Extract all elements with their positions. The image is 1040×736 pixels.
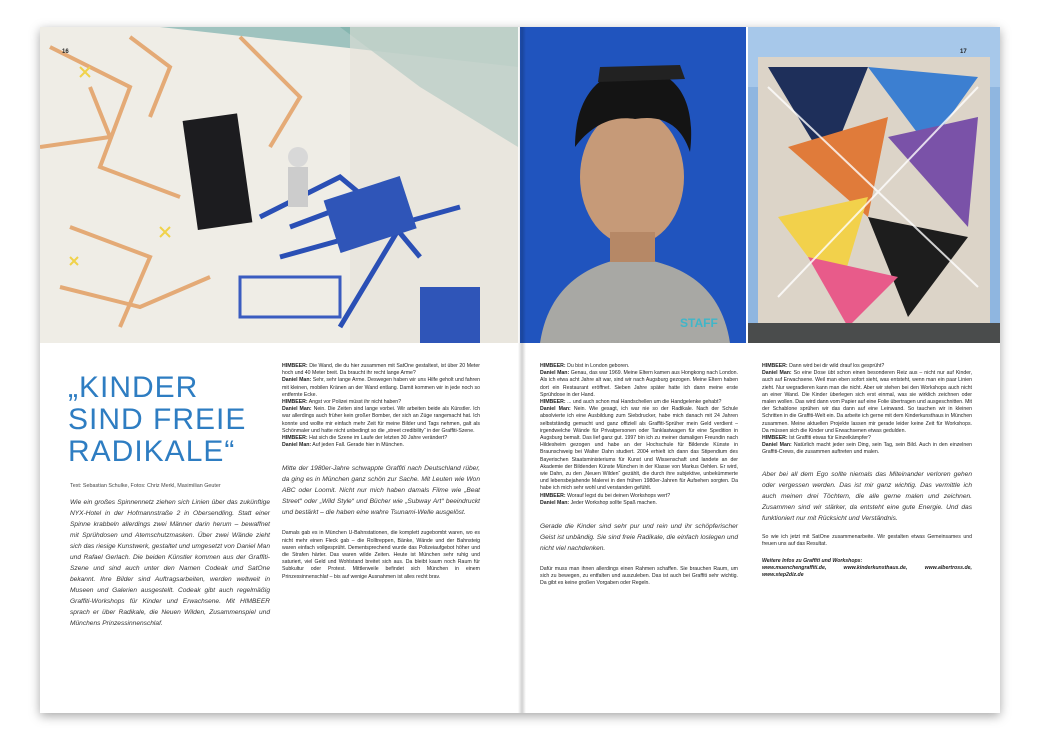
interview-column-2: HIMBEER: Die Wand, die du hier zusammen mit SatOne gestaltest, ist über 20 Meter hoch und 40 Meter breit. Da braucht ihr recht lange Arme? Daniel Man: Sehr, sehr lange Arme. Deswegen haben wir uns Hilfe geholt und fahren mit kleinen, mobilen Kränen an der Wand entlang. Damit kommen wir in jede noch so entfernte Ecke. HIMBEER: Angst vor Polizei müsst ihr nicht haben? Daniel Man: Nein. Die Zeiten sind lange vorbei. Wir arbeiten beide als Künstler. Ich war allerdings auch früher kein großer Bomber, der sich an Züge rangemacht hat. Ich konnte und wollte mir einfach mehr Zeit für meine Bilder und Tags nehmen, galt als Schönmaler und hatte nicht unbedingt so die „street credibility“ in der Graffiti-Szene. HIMBEER: Hat sich die Szene im Laufe der letzten 30 Jahre verändert? Daniel Man: Auf jeden Fall. Gerade hier in München. Mitte der 1980er-Jahre schwappte Graffiti nach Deutschland rüber, da ging es in München ganz schön zur Sache. Mit Leuten wie Won ABC oder Loomit. Nicht nur mich haben damals Filme wie „Beat Street“ oder „Wild Style“ und Bücher wie „Subway Art“ beeindruckt und bestärkt – die haben eine wahre Tsunami-Welle ausgelöst. Damals gab es in München U-Bahnstationen, die komplett zugebombt waren, wo es nicht mehr einen Fleck gab – die Rolltreppen, Bänke, Wände und der Bahnsteig waren einfach vollgesprüht. Dementsprechend wurde das Polizeiaufgebot höher und die Strafen härter. Das waren wilde Zeiten. Heute ist München sehr ruhig und saturiert, viel Geld und Wohlstand breitet sich aus. Da bleibt kaum noch Raum für Subkultur oder Protest. Mittlerweile befindet sich München in einem Prinzessinnenschlaf – bis auf wenige Ausnahmen ist alles recht brav. (282, 363, 480, 580)
interview-column-3: HIMBEER: Du bist in London geboren. Daniel Man: Genau, das war 1969. Meine Eltern kamen aus Hongkong nach London. Als ich etwa acht Jahre alt war, sind wir nach Augsburg gezogen. Meine Eltern haben dort ein Restaurant eröffnet. Sieben Jahre später hatte ich dann meine erste Sprühdose in der Hand. HIMBEER: ... und auch schon mal Handschellen um die Handgelenke gehabt? Daniel Man: Nein. Wie gesagt, ich war nie so der Radikale. Nach der Schule absolvierte ich eine Ausbildung zum Siebdrucker, habe mich danach mit 24 Jahren selbstständig gemacht und ganz offiziell als Graffiti-Sprüher mein Geld verdient – irgendwelche Wände für Privatpersonen oder Tanklastwagen für eine Spedition in Augsburg bemalt. Das lief ganz gut. 1997 bin ich zu meiner damaligen Freundin nach Hildesheim gezogen und habe an der Hochschule für Bildende Künste in Braunschweig bei Walter Dahn studiert. 2004 erhielt ich dann das Stipendium des Bayerischen Staatsministeriums für Kunst und Wissenschaft und landete an der Akademie der Bildenden Künste München in der Klasse von Markus Oehlen. Er wird, wie Dahn, zu den „Neuen Wilden“ gezählt, die durch ihre subjektive, unbekümmerte und lebensbejahende Malerei in den frühen 1980er-Jahren für Aufsehen sorgten. Da habe ich mich sehr wohl und verstanden gefühlt. HIMBEER: Worauf legst du bei deinen Workshops wert? Daniel Man: Jeder Workshop sollte Spaß machen. Gerade die Kinder sind sehr pur und rein und ihr schöpferischer Geist ist unbändig. Sie sind freie Radikale, die einfach loslegen und nicht viel nachdenken. Dafür muss man ihnen allerdings einen Rahmen schaffen. Sie brauchen Raum, um sich zu bewegen, zu entfalten und auszuleben. Das ist auch bei Graffiti sehr wichtig. Da gibt es keine großen Vorgaben oder Regeln. (540, 363, 738, 587)
interview-column-4: HIMBEER: Dann wird bei dir wild drauf los gesprüht? Daniel Man: So eine Dose übt schon einen besonderen Reiz aus – nicht nur auf Kinder, auch auf Erwachsene. Weil man eben sofort sieht, was entsteht, wenn man ein paar Linien zieht. Nur wegradieren kann man die nicht. Aber wir stehen bei den Workshops auch nicht an einer Wand. Die Kinder überlegen sich erst einmal, was sie wirklich zeichnen oder malen wollen. Das wird dann vom Papier auf eine Folie übertragen und ausgeschnitten. Mit der Schablone sprühen wir das dann auf eine Leinwand. So tauchen wir in kleinen Schritten in die Graffiti-Welt ein. Da arbeite ich gerne mit dem Kinderkunsthaus in München zusammen. Meine aktuellen Projekte lassen mir gerade leider keine Zeit für Workshops. Da müssen sich die Kinder und Erwachsenen etwas gedulden. HIMBEER: Ist Graffiti etwas für Einzelkämpfer? Daniel Man: Natürlich macht jeder sein Ding, sein Tag, sein Bild. Auch in den einzelnen Graffiti-Crews, die zusammen auftreten und malen. Aber bei all dem Ego sollte niemals das Miteinander verloren gehen oder vergessen werden. Das ist mir ganz wichtig. Das vermittle ich auch meinen drei Töchtern, die alle gerne malen und zeichnen. Zusammen sind wir stärker, da entsteht eine gute Energie. Und das funktioniert nur mit Rücksicht und Verständnis. So wie ich jetzt mit SatOne zusammenarbeite. Wir gestalten etwas Gemeinsames und freuen uns auf das Resultat. Weitere Infos zu Graffiti und Workshops: www.muenchengraffiti.de, www.kinderkunsthaus.de, www.albertross.de, www.step2diz.de (762, 363, 972, 579)
spine-shadow (518, 27, 526, 713)
page-number-right: 17 (960, 49, 967, 55)
svg-text:STAFF: STAFF (680, 316, 718, 330)
title-line-3: RADIKALE“ (68, 435, 236, 468)
title-line-2: SIND FREIE (68, 403, 247, 436)
info-heading: Weitere Infos zu Graffiti und Workshops: (762, 558, 863, 565)
info-links: www.muenchengraffiti.de, www.kinderkunsthaus.de, www.albertross.de, www.step2diz.de (762, 565, 972, 579)
photo-mural-crane (40, 27, 518, 343)
magazine-spread (40, 27, 1000, 713)
photo-credit: Text: Sebastian Schulke, Fotos: Chriz Merkl, Maximilian Geuter (70, 483, 221, 489)
title-line-1: „KINDER (68, 371, 199, 404)
pull-quote-2: Gerade die Kinder sind sehr pur und rein und ihr schöpferischer Geist ist unbändig. Sie sind freie Radikale, die einfach loslegen und nicht viel nachdenken. (540, 523, 738, 553)
article-title (68, 372, 246, 468)
page-number-left: 16 (62, 49, 69, 55)
pull-quote-3: Aber bei all dem Ego sollte niemals das Miteinander verloren gehen oder vergessen werden. Das ist mir ganz wichtig. Das vermittle ich auch meinen drei Töchtern, die alle gerne malen und zeichnen. Zusammen sind wir stärker, da entsteht eine gute Energie. Und das funktioniert nur mit Rücksicht und Verständnis. (762, 470, 972, 522)
lead-paragraph: Wie ein großes Spinnennetz ziehen sich Linien über das zukünftige NYX-Hotel in der Hofmannstraße 2 in Obersendling. Statt einer Spinne krabbeln allerdings zwei Männer darin herum – bewaffnet mit Sprühdosen und Atemschutzmasken. Über zwei Wände zieht sich das riesige Kunstwerk, gestaltet und umgesetzt von Daniel Man und Rafael Gerlach. Die beiden Künstler kommen aus der Graffiti-Szene und sind auch unter den Namen Codeak und SatOne bekannt. Ihre Bilder sind Auftragsarbeiten, werden weltweit in Museen und Galerien ausgestellt. Codeak gibt auch regelmäßig Graffiti-Workshops für Kinder und Erwachsene. Mit HIMBEER sprach er über Radikale, die Neuen Wilden, Zusammenspiel und Münchens Prinzessinnenschlaf. (70, 499, 270, 627)
photo-portrait (520, 27, 746, 343)
pull-quote-1: Mitte der 1980er-Jahre schwappte Graffiti nach Deutschland rüber, da ging es in München ganz schön zur Sache. Mit Leuten wie Won ABC oder Loomit. Nicht nur mich haben damals Filme wie „Beat Street“ oder „Wild Style“ und Bücher wie „Subway Art“ beeindruckt und bestärkt – die haben eine wahre Tsunami-Welle ausgelöst. (282, 465, 480, 517)
photo-finished-mural (748, 27, 1000, 343)
